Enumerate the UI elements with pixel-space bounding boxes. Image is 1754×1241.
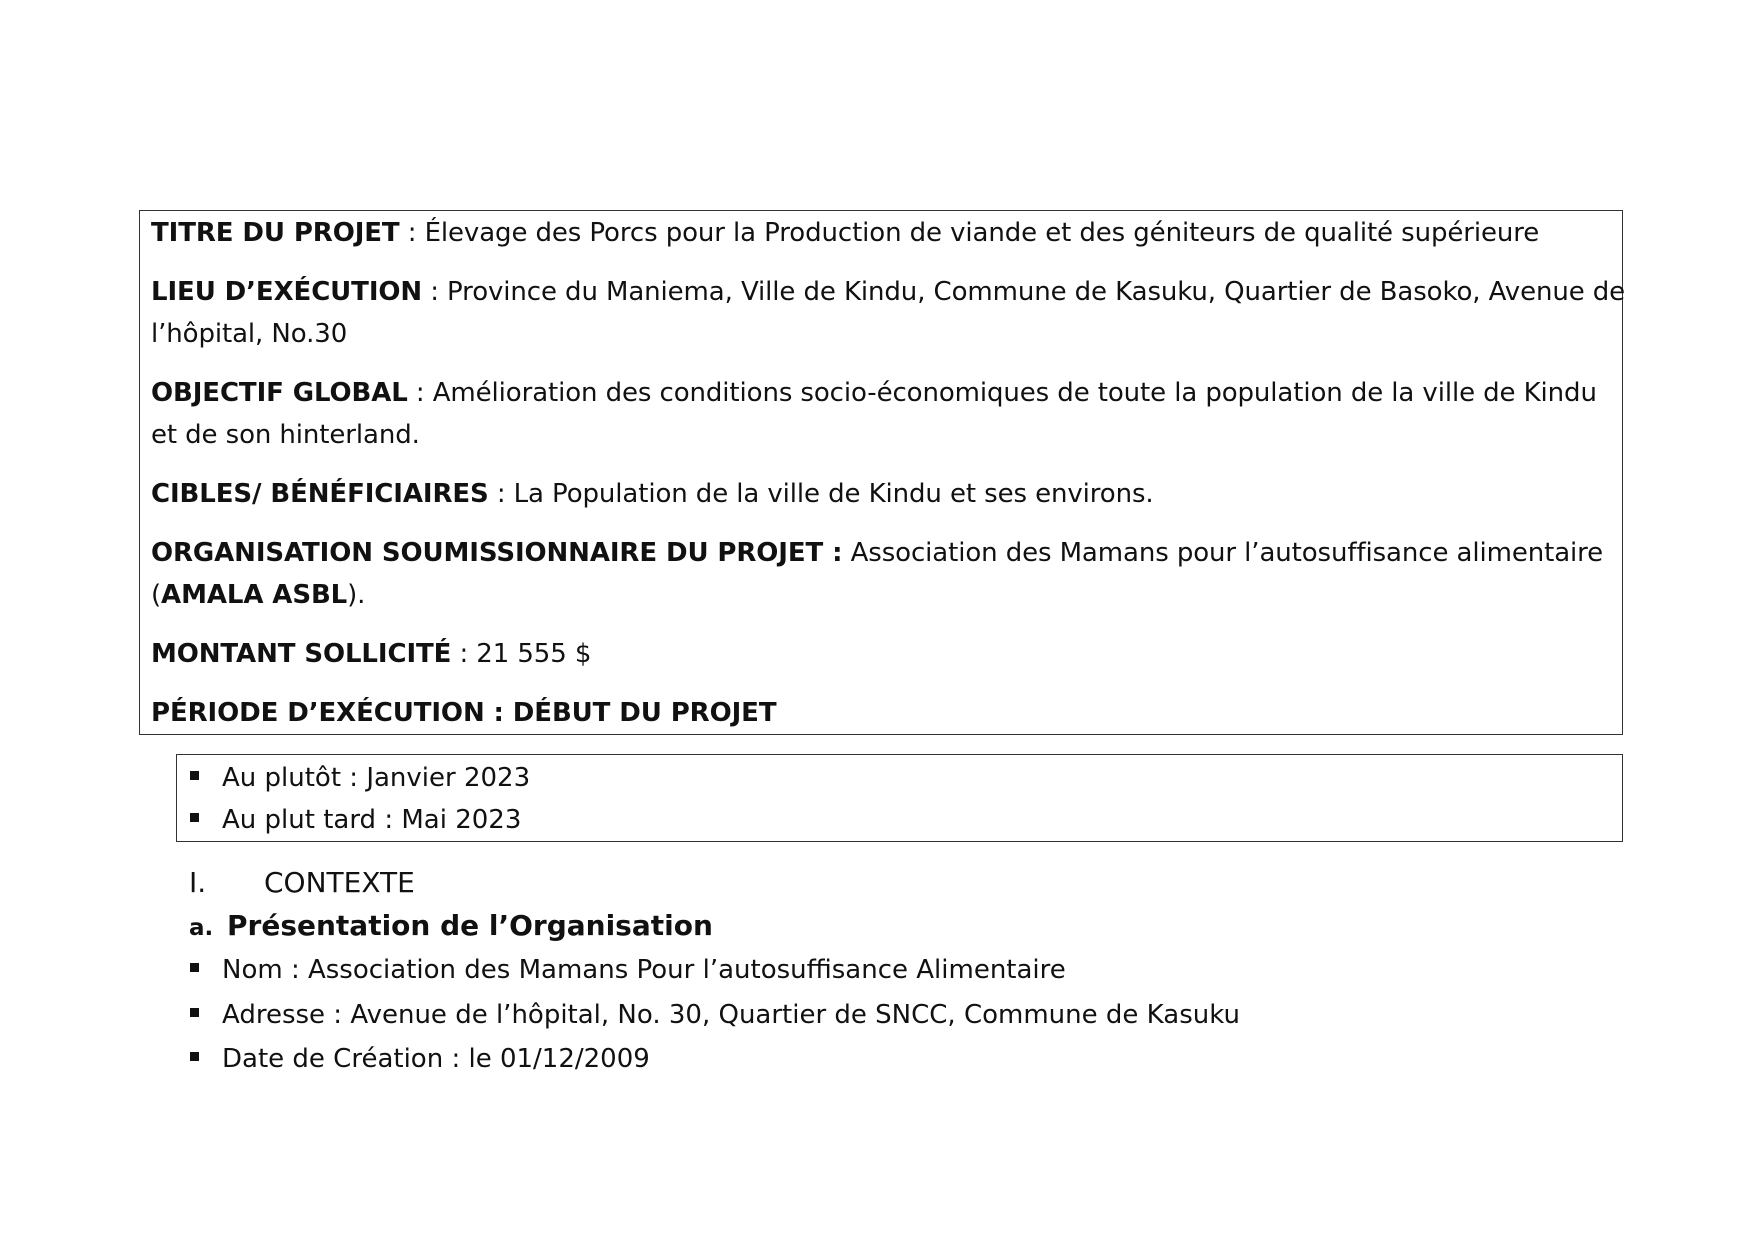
- objective-value-part1: : Amélioration des conditions socio-économiques de toute la population de la ville de Kindu: [407, 378, 1597, 408]
- organisation-item-text: Nom : Association des Mamans Pour l’autosuffisance Alimentaire: [222, 955, 1066, 985]
- organisation-line-1: [151, 532, 1611, 574]
- location-line-1: [151, 271, 1626, 313]
- amount-label: MONTANT SOLLICITÉ: [151, 639, 452, 669]
- project-title-label: TITRE DU PROJET: [151, 218, 400, 248]
- organisation-item-address: [190, 994, 1240, 1036]
- location-value-part2: l’hôpital, No.30: [151, 319, 348, 349]
- beneficiaries-value: : La Population de la ville de Kindu et ses environs.: [488, 479, 1154, 509]
- subsection-title: Présentation de l’Organisation: [227, 909, 713, 942]
- square-bullet-icon: [190, 1052, 199, 1061]
- square-bullet-icon: [190, 1008, 199, 1017]
- subsection-letter: a.: [189, 915, 214, 941]
- organisation-item-text: Date de Création : le 01/12/2009: [222, 1044, 650, 1074]
- project-title-line: [151, 212, 1611, 254]
- location-value-part1: : Province du Maniema, Ville de Kindu, Commune de Kasuku, Quartier de Basoko, Avenue de: [422, 277, 1626, 307]
- organisation-paren-close: ).: [347, 580, 366, 610]
- location-line-2: [151, 313, 1611, 355]
- square-bullet-icon: [190, 813, 199, 822]
- period-item-latest: [190, 799, 521, 841]
- section-title: CONTEXTE: [264, 866, 415, 899]
- beneficiaries-label: CIBLES/ BÉNÉFICIAIRES: [151, 479, 489, 509]
- objective-line-1: [151, 372, 1611, 414]
- subsection-heading-organisation: [189, 905, 713, 949]
- beneficiaries-line: [151, 473, 1611, 515]
- organisation-value-part1: Association des Mamans pour l’autosuffisance alimentaire: [842, 538, 1604, 568]
- section-heading-context: [189, 862, 415, 904]
- amount-line: [151, 633, 1611, 675]
- square-bullet-icon: [190, 771, 199, 780]
- square-bullet-icon: [190, 963, 199, 972]
- organisation-line-2: [151, 574, 1611, 616]
- period-line: [151, 692, 1611, 734]
- period-item-earliest: [190, 757, 530, 799]
- organisation-label: ORGANISATION SOUMISSIONNAIRE DU PROJET :: [151, 538, 843, 568]
- objective-line-2: [151, 414, 1611, 456]
- organisation-paren-open: (: [151, 580, 162, 610]
- project-title-value: : Élevage des Porcs pour la Production de viande et des géniteurs de qualité supérieure: [399, 218, 1540, 248]
- location-label: LIEU D’EXÉCUTION: [151, 277, 423, 307]
- organisation-item-text: Adresse : Avenue de l’hôpital, No. 30, Quartier de SNCC, Commune de Kasuku: [222, 1000, 1240, 1030]
- organisation-acronym: AMALA ASBL: [161, 580, 348, 610]
- amount-value: : 21 555 $: [451, 639, 592, 669]
- period-item-text: Au plut tard : Mai 2023: [222, 805, 522, 835]
- organisation-item-name: [190, 949, 1066, 991]
- period-item-text: Au plutôt : Janvier 2023: [222, 763, 531, 793]
- section-number: I.: [189, 866, 207, 899]
- objective-label: OBJECTIF GLOBAL: [151, 378, 408, 408]
- organisation-item-date: [190, 1038, 650, 1080]
- period-label: PÉRIODE D’EXÉCUTION : DÉBUT DU PROJET: [151, 698, 777, 728]
- objective-value-part2: et de son hinterland.: [151, 420, 420, 450]
